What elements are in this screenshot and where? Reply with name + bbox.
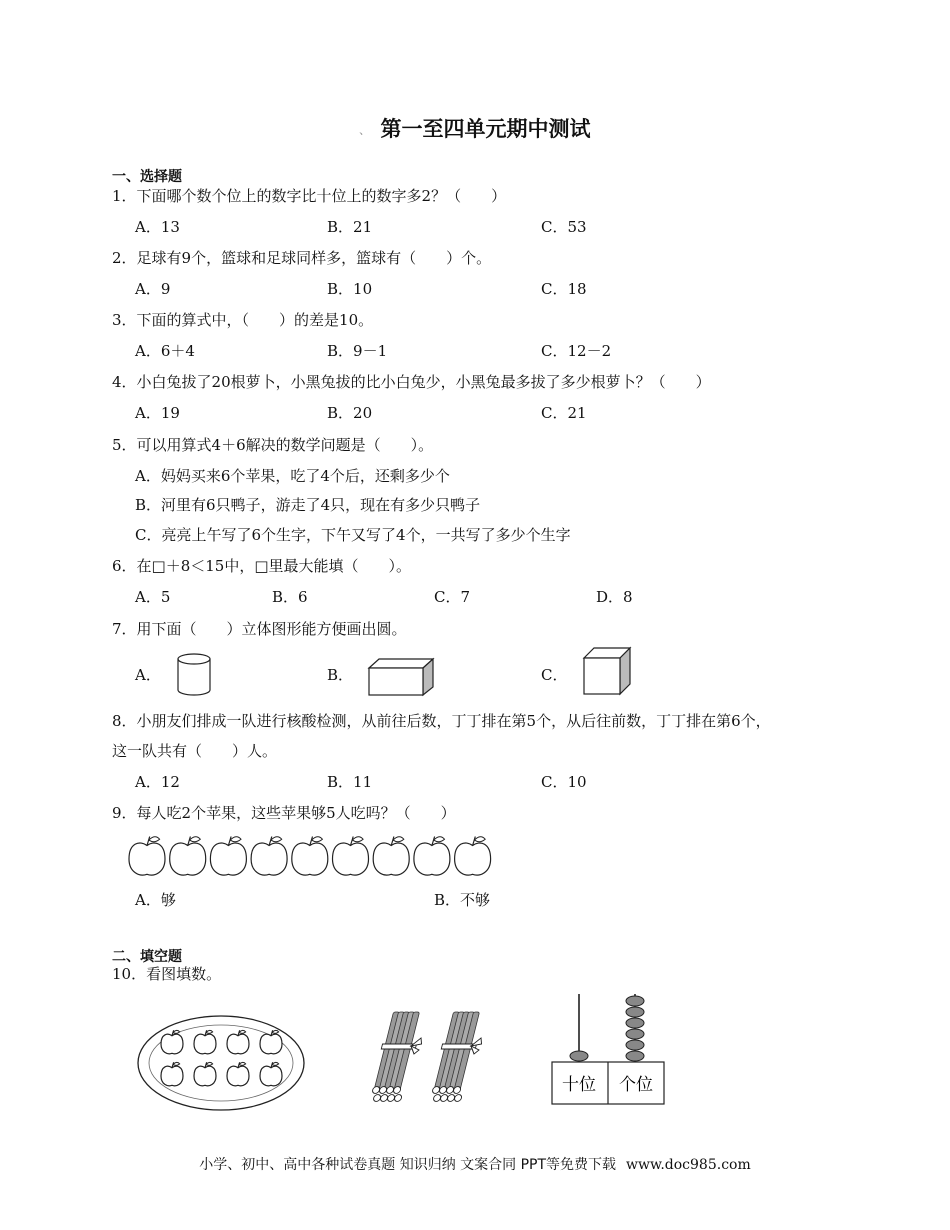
- q4-option-b[interactable]: B．20: [327, 404, 373, 422]
- tens-label: 十位: [562, 1075, 596, 1095]
- q4-option-a[interactable]: A．19: [135, 404, 180, 422]
- section-heading-choice: 一、选择题: [112, 169, 182, 185]
- q7-option-b[interactable]: B．: [327, 666, 354, 684]
- abacus: [550, 990, 668, 1108]
- apple-icon: [227, 1062, 249, 1086]
- q3-option-b[interactable]: B．9－1: [327, 342, 388, 360]
- q2-option-c[interactable]: C．18: [541, 280, 587, 298]
- cuboid-figure: [367, 657, 437, 697]
- apple-icon: [170, 837, 206, 876]
- stick-bundle-icon: [368, 1012, 429, 1101]
- question-2: 2．足球有9个，篮球和足球同样多，篮球有（ ）个。: [112, 249, 492, 267]
- question-4: 4．小白兔拔了20根萝卜，小黑兔拔的比小白兔少，小黑兔最多拔了多少根萝卜？（ ）: [112, 373, 711, 391]
- apple-icon: [194, 1030, 216, 1054]
- apple-icon: [194, 1062, 216, 1086]
- apple-icon: [260, 1030, 282, 1054]
- q7-option-a[interactable]: A．: [135, 666, 161, 684]
- q1-option-c[interactable]: C．53: [541, 218, 587, 236]
- stick-bundle-icon: [428, 1012, 489, 1101]
- q8-option-b[interactable]: B．11: [327, 773, 373, 791]
- ones-bead: [626, 1029, 644, 1039]
- question-1: 1．下面哪个数个位上的数字比十位上的数字多2？（ ）: [112, 187, 507, 205]
- tens-bead: [570, 1051, 588, 1061]
- apple-icon: [161, 1030, 183, 1054]
- ones-bead: [626, 1007, 644, 1017]
- apple-icon: [129, 837, 165, 876]
- q7-option-c[interactable]: C．: [541, 666, 568, 684]
- q1-option-a[interactable]: A．13: [135, 218, 180, 236]
- ones-bead: [626, 1018, 644, 1028]
- question-10: 10．看图填数。: [112, 965, 222, 983]
- question-3: 3．下面的算式中，（ ）的差是10。: [112, 311, 374, 329]
- page-title: [0, 113, 950, 143]
- apple-icon: [373, 837, 409, 876]
- apple-icon: [210, 837, 246, 876]
- q2-option-b[interactable]: B．10: [327, 280, 373, 298]
- ones-bead: [626, 1040, 644, 1050]
- apple-icon: [455, 837, 491, 876]
- q6-option-c[interactable]: C．7: [434, 588, 471, 606]
- ones-label: 个位: [619, 1075, 653, 1095]
- q9-option-b[interactable]: B．不够: [434, 891, 491, 909]
- q5-option-c[interactable]: C．亮亮上午写了6个生字，下午又写了4个，一共写了多少个生字: [135, 526, 571, 544]
- apple-icon: [333, 837, 369, 876]
- apple-icon: [227, 1030, 249, 1054]
- q3-option-c[interactable]: C．12－2: [541, 342, 612, 360]
- q6-option-b[interactable]: B．6: [272, 588, 308, 606]
- apple-icon: [251, 837, 287, 876]
- q4-option-c[interactable]: C．21: [541, 404, 587, 422]
- q3-option-a[interactable]: A．6＋4: [135, 342, 195, 360]
- title-text: 第一至四单元期中测试: [380, 117, 591, 141]
- cube-figure: [582, 646, 634, 698]
- q5-option-a[interactable]: A．妈妈买来6个苹果，吃了4个后，还剩多少个: [135, 467, 450, 485]
- cylinder-figure: [174, 652, 214, 698]
- ones-bead: [626, 996, 644, 1006]
- apple-icon: [161, 1062, 183, 1086]
- q6-option-d[interactable]: D．8: [596, 588, 633, 606]
- q6-option-a[interactable]: A．5: [135, 588, 171, 606]
- q8-option-a[interactable]: A．12: [135, 773, 180, 791]
- q9-option-a[interactable]: A．够: [135, 891, 176, 909]
- q2-option-a[interactable]: A．9: [135, 280, 171, 298]
- question-5: 5．可以用算式4＋6解决的数学问题是（ ）。: [112, 436, 434, 454]
- apple-row: [126, 833, 496, 878]
- footer-text: 小学、初中、高中各种试卷真题 知识归纳 文案合同 PPT等免费下载: [199, 1157, 617, 1173]
- ones-bead: [626, 1051, 644, 1061]
- title-mark: 、: [359, 126, 369, 137]
- question-8: 8．小朋友们排成一队进行核酸检测，从前往后数，丁丁排在第5个，从后往前数，丁丁排在第6个，: [112, 712, 771, 730]
- q8-option-c[interactable]: C．10: [541, 773, 587, 791]
- question-8-line2: 这一队共有（ ）人。: [112, 742, 278, 760]
- apple-icon: [414, 837, 450, 876]
- footer-url[interactable]: www.doc985.com: [626, 1157, 751, 1173]
- plate-of-apples: [136, 1013, 306, 1113]
- apple-icon: [292, 837, 328, 876]
- q5-option-b[interactable]: B．河里有6只鸭子，游走了4只，现在有多少只鸭子: [135, 496, 481, 514]
- q1-option-b[interactable]: B．21: [327, 218, 373, 236]
- footer: [0, 1154, 950, 1174]
- section-heading-fill: 二、填空题: [112, 949, 182, 965]
- stick-bundles: [366, 1010, 496, 1110]
- question-9: 9．每人吃2个苹果，这些苹果够5人吃吗？（ ）: [112, 804, 456, 822]
- apple-icon: [260, 1062, 282, 1086]
- question-6: 6．在□＋8＜15中，□里最大能填（ ）。: [112, 557, 412, 575]
- question-7: 7．用下面（ ）立体图形能方便画出圆。: [112, 620, 407, 638]
